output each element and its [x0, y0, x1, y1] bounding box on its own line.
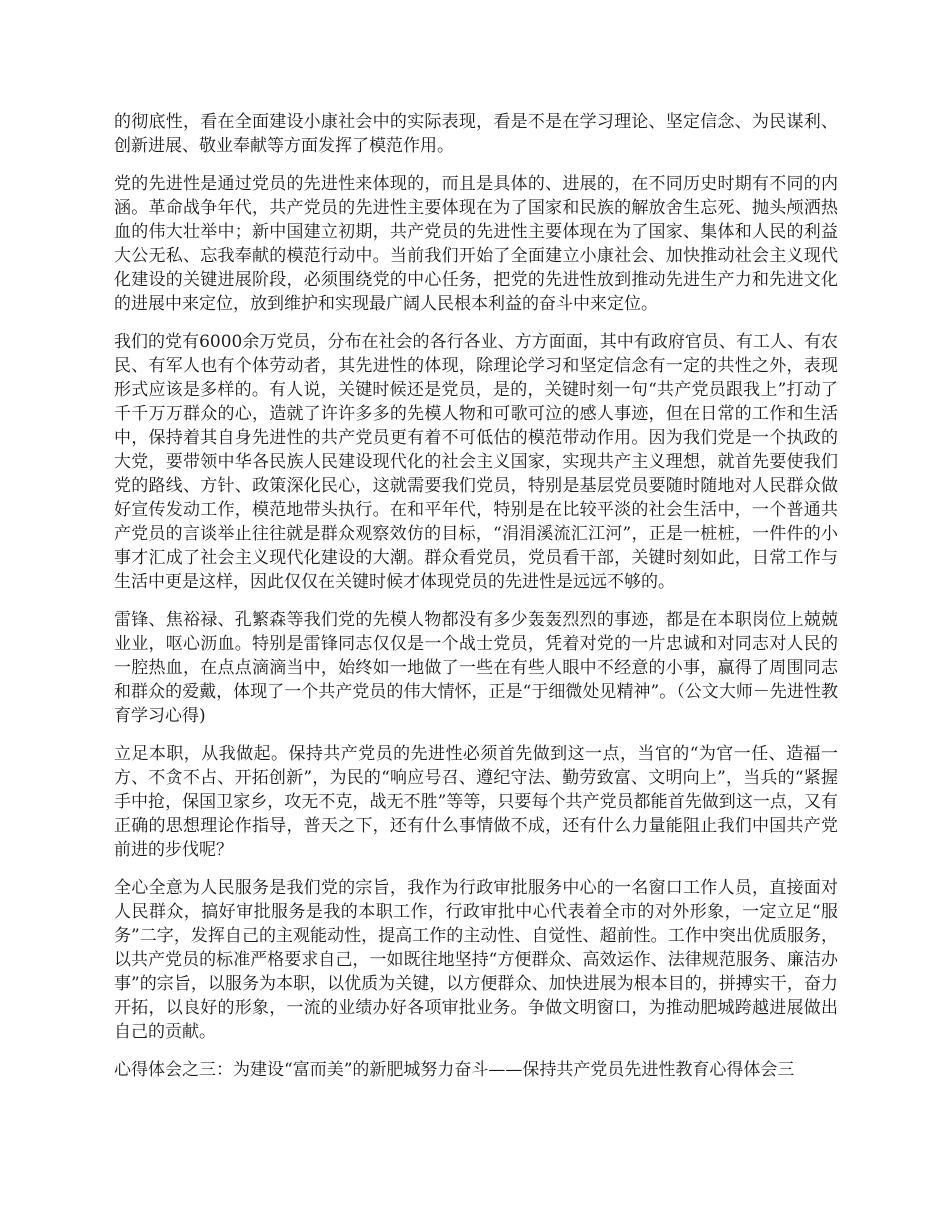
paragraph-1: 的彻底性，看在全面建设小康社会中的实际表现，看是不是在学习理论、坚定信念、为民谋利、创新进展、敬业奉献等方面发挥了模范作用。 [114, 112, 838, 156]
paragraph-3: 我们的党有6000余万党员，分布在社会的各行各业、方方面面，其中有政府官员、有工人、有农民、有军人也有个体劳动者，其先进性的体现，除理论学习和坚定信念有一定的共性之外，表现形式应该是多样的。有人说，关键时候还是党员，是的，关键时刻一句“共产党员跟我上”打动了千千万万群众的心，造就了许许多多的先模人物和可歌可泣的感人事迹，但在日常的工作和生活中，保持着其自身先进性的共产党员更有着不可低估的模范带动作用。因为我们党是一个执政的大党，要带领中华各民族人民建设现代化的社会主义国家，实现共产主义理想，就首先要使我们党的路线、方针、政策深化民心，这就需要我们党员，特别是基层党员要随时随地对人民群众做好宣传发动工作，模范地带头执行。在和平年代，特别是在比较平淡的社会生活中，一个普通共产党员的言谈举止往往就是群众观察效仿的目标，“涓涓溪流汇江河”，正是一桩桩，一件件的小事才汇成了社会主义现代化建设的大潮。群众看党员，党员看干部，关键时刻如此，日常工作与生活中更是这样，因此仅仅在关键时候才体现党员的先进性是远远不够的。 [114, 332, 838, 592]
document-body [114, 110, 838, 1096]
section-heading: 心得体会之三：为建设“富而美”的新肥城努力奋斗——保持共产党员先进性教育心得体会三 [114, 1060, 795, 1080]
paragraph-5: 立足本职，从我做起。保持共产党员的先进性必须首先做到这一点，当官的“为官一任、造福一方、不贪不占、开拓创新”，为民的“响应号召、遵纪守法、勤劳致富、文明向上”，当兵的“紧握手中抢，保国卫家乡，攻无不克，战无不胜”等等，只要每个共产党员都能首先做到这一点，又有正确的思想理论作指导，普天之下，还有什么事情做不成，还有什么力量能阻止我们中国共产党前进的步伐呢？ [114, 744, 838, 860]
paragraph-6: 全心全意为人民服务是我们党的宗旨，我作为行政审批服务中心的一名窗口工作人员，直接面对人民群众，搞好审批服务是我的本职工作，行政审批中心代表着全市的对外形象，一定立足“服务”二字，发挥自己的主观能动性，提高工作的主动性、自觉性、超前性。工作中突出优质服务，以共产党员的标准严格要求自己，一如既往地坚持“方便群众、高效运作、法律规范服务、廉洁办事”的宗旨，以服务为本职，以优质为关键，以方便群众、加快进展为根本目的，拼搏实干，奋力开拓，以良好的形象，一流的业绩办好各项审批业务。争做文明窗口，为推动肥城跨越进展做出自己的贡献。 [114, 878, 838, 1042]
paragraph-2: 党的先进性是通过党员的先进性来体现的，而且是具体的、进展的，在不同历史时期有不同的内涵。革命战争年代，共产党员的先进性主要体现在为了国家和民族的解放舍生忘死、抛头颅洒热血的伟大壮举中；新中国建立初期，共产党员的先进性主要体现在为了国家、集体和人民的利益大公无私、忘我奉献的模范行动中。当前我们开始了全面建立小康社会、加快推动社会主义现代化建设的关键进展阶段，必须围绕党的中心任务，把党的先进性放到推动先进生产力和先进文化的进展中来定位，放到维护和实现最广阔人民根本利益的奋斗中来定位。 [114, 174, 838, 314]
paragraph-4: 雷锋、焦裕禄、孔繁森等我们党的先模人物都没有多少轰轰烈烈的事迹，都是在本职岗位上兢兢业业，呕心沥血。特别是雷锋同志仅仅是一个战士党员，凭着对党的一片忠诚和对同志对人民的一腔热血，在点点滴滴当中，始终如一地做了一些在有些人眼中不经意的小事，赢得了周围同志和群众的爱戴，体现了一个共产党员的伟大情怀，正是“于细微处见精神”。（公文大师－先进性教育学习心得) [114, 610, 838, 726]
